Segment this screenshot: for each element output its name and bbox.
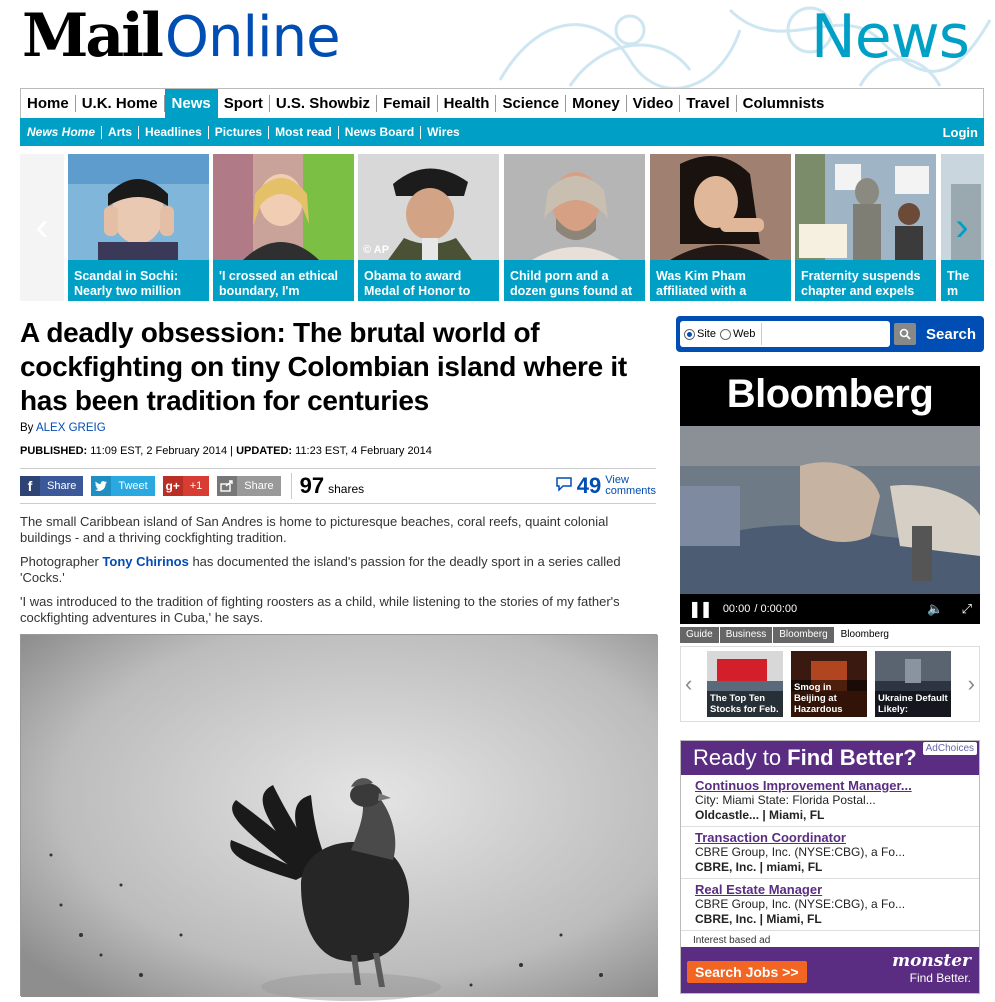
facebook-share-button[interactable] [20,476,83,496]
pause-icon[interactable]: ❚❚ [688,601,711,618]
subnav-news-board[interactable]: News Board [339,126,421,139]
job-description: CBRE Group, Inc. (NYSE:CBG), a Fo... [695,845,906,859]
video-player[interactable] [680,366,980,624]
article-main-image[interactable] [20,634,657,996]
login-link[interactable]: Login [942,124,978,140]
facebook-share-label: Share [47,480,77,492]
subnav-wires[interactable]: Wires [427,124,460,139]
radio-site-icon [684,329,695,340]
photo-credit: © AP [363,244,390,256]
interest-based-label: Interest based ad [693,935,771,946]
job-location: Oldcastle... | Miami, FL [695,808,825,822]
job-title[interactable]: Transaction Coordinator [695,830,846,845]
video-frame [680,426,980,594]
adchoices-link[interactable]: AdChoices [923,742,977,755]
comment-bubble-icon [555,477,573,496]
view-comments-link[interactable] [555,473,656,499]
tile-caption: Scandal in Sochi: Nearly two million [74,269,181,298]
nav-health[interactable]: Health [438,95,497,112]
video-controls [680,594,980,624]
related-video[interactable] [875,651,951,717]
fullscreen-icon[interactable]: ⤢ [961,601,972,616]
published-date: 11:09 EST, 2 February 2014 [90,445,228,457]
facebook-icon: f [20,476,40,496]
article-paragraph: 'I was introduced to the tradition of fighting roosters as a child, while listening to the stories of my father's cockfighting adventures in Cuba,' he says. [20,594,620,625]
p2-text-before: Photographer [20,554,103,569]
tile-photo [504,154,645,260]
twitter-share-label: Tweet [118,480,148,492]
article-paragraph: The small Caribbean island of San Andres is home to picturesque beaches, coral reefs, quaint colonial buildings - and a thriving cockfighting tradition. [20,514,609,545]
share-icon [217,476,237,496]
related-caption: Ukraine Default Likely: [875,691,951,717]
carousel-tile[interactable] [650,154,791,301]
nav-news[interactable]: News [165,89,218,118]
related-video[interactable] [791,651,867,717]
search-scope-site[interactable] [684,328,716,340]
nav-home[interactable]: Home [21,95,76,112]
video-duration: / 0:00:00 [754,603,798,615]
carousel-tile[interactable] [68,154,209,301]
subnav-most-read[interactable]: Most read [269,126,339,139]
ad-headline [693,744,917,772]
tile-caption: Child porn and a dozen guns found at [510,269,633,298]
nav-us-showbiz[interactable]: U.S. Showbiz [270,95,377,112]
share-count-number: 97 [299,473,325,498]
tile-photo [650,154,791,260]
updated-label: UPDATED: [236,445,293,457]
related-videos [680,646,980,722]
job-location: CBRE, Inc. | Miami, FL [695,912,822,926]
subnav-news-home[interactable]: News Home [20,126,102,139]
video-brand: Bloomberg [726,372,934,416]
carousel-prev-button[interactable] [20,154,64,301]
nav-sport[interactable]: Sport [218,95,270,112]
tile-caption: The m jogge [947,269,981,313]
video-current-time: 00:00 [722,603,751,615]
crumb-current: Bloomberg [835,627,895,643]
nav-video[interactable]: Video [627,95,681,112]
related-caption: Smog in Beijing at Hazardous [791,680,867,717]
tile-caption: 'I crossed an ethical boundary, I'm [219,269,338,298]
job-title[interactable]: Real Estate Manager [695,882,823,897]
site-logo[interactable] [22,1,340,71]
subnav-arts[interactable]: Arts [102,126,139,139]
article-dates: PUBLISHED: 11:09 EST, 2 February 2014 | UPDATED: 11:23 EST, 4 February 2014 [20,445,432,457]
job-ad [680,740,980,994]
share-count-label: shares [328,482,365,496]
monster-tagline: Find Better. [909,971,971,985]
ad-headline-2: Find Better? [787,745,917,770]
chevron-left-icon: ‹ [35,205,49,249]
article-paragraph [20,554,640,586]
gplus-button[interactable] [163,476,210,496]
logo-mail: Mail [22,1,161,71]
search-scope-site-label: Site [697,328,716,340]
nav-uk-home[interactable]: U.K. Home [76,95,165,112]
section-title: News [810,2,969,72]
share-count [291,473,365,499]
photographer-link[interactable]: Tony Chirinos [102,554,189,569]
comments-label [605,475,656,497]
search-jobs-button[interactable]: Search Jobs >> [687,961,807,983]
search-icon[interactable] [894,323,916,345]
subnav-headlines[interactable]: Headlines [139,126,209,139]
monster-logo[interactable] [892,953,971,987]
ad-headline-1: Ready to [693,745,788,770]
job-listing[interactable] [681,775,979,827]
related-prev-icon[interactable]: ‹ [685,671,693,696]
published-label: PUBLISHED: [20,445,88,457]
job-description: CBRE Group, Inc. (NYSE:CBG), a Fo... [695,897,906,911]
tile-caption: Was Kim Pham affiliated with a [656,269,747,298]
volume-icon[interactable]: 🔈 [927,601,944,616]
related-next-icon[interactable]: › [967,671,975,696]
job-listing[interactable] [681,827,979,879]
crumb-bloomberg[interactable]: Bloomberg [773,627,833,643]
crumb-guide[interactable]: Guide [680,627,719,643]
sub-nav [20,118,984,146]
carousel-next-button[interactable] [940,154,984,301]
generic-share-button[interactable] [217,476,280,496]
carousel-tile[interactable] [358,154,499,301]
twitter-share-button[interactable] [91,476,154,496]
carousel-tile[interactable] [504,154,645,301]
byline [20,422,106,434]
nav-femail[interactable]: Femail [377,95,438,112]
carousel-tile[interactable] [213,154,354,301]
nav-money[interactable]: Money [566,95,627,112]
nav-travel[interactable]: Travel [680,95,736,112]
comments-count: 49 [576,473,602,498]
rooster-photo [21,635,658,997]
updated-date: 11:23 EST, 4 February 2014 [295,445,432,457]
news-carousel [20,154,984,313]
site-search [676,316,984,352]
logo-online: Online [164,5,340,70]
search-scope-web-label: Web [732,328,756,340]
chevron-right-icon: › [955,205,969,249]
tile-photo [68,154,209,260]
crumb-business[interactable]: Business [720,627,773,643]
nav-science[interactable]: Science [496,95,566,112]
search-button[interactable]: Search [926,325,977,343]
search-box [680,321,890,347]
tile-caption: Fraternity suspends chapter and expels [801,269,921,298]
related-video[interactable] [707,651,783,717]
carousel-tile[interactable] [795,154,936,301]
search-input[interactable] [761,323,890,345]
generic-share-label: Share [244,480,274,492]
search-scope-web[interactable] [720,328,755,340]
article-headline: A deadly obsession: The brutal world of cockfighting on tiny Colombian island where it has been tradition for centuries [20,317,627,416]
job-listing[interactable] [681,879,979,931]
radio-web-icon [720,329,731,340]
tile-photo [795,154,936,260]
gplus-label: +1 [189,480,203,492]
comments-label-line1: View [605,474,629,486]
p2-text-after: has documented the island's passion for the deadly sport in a series called 'Cocks.' [20,554,621,585]
tile-photo [213,154,354,260]
share-bar [20,468,656,504]
main-nav [20,88,984,118]
video-breadcrumb [680,626,980,644]
related-caption: The Top Ten Stocks for Feb. [707,691,783,717]
job-title[interactable]: Continuos Improvement Manager... [695,778,912,793]
ad-footer [681,947,979,993]
twitter-icon [91,476,111,496]
monster-brand: monster [892,951,971,971]
job-description: City: Miami State: Florida Postal... [695,793,876,807]
ad-header [681,741,979,775]
comments-label-line2: comments [605,485,656,497]
byline-prefix: By [20,422,34,434]
nav-columnists[interactable]: Columnists [742,94,825,112]
subnav-pictures[interactable]: Pictures [209,126,269,139]
masthead [0,0,995,86]
author-link[interactable]: ALEX GREIG [35,422,106,434]
tile-caption: Obama to award Medal of Honor to [364,269,471,298]
job-location: CBRE, Inc. | miami, FL [695,860,823,874]
gplus-icon: g+ [163,476,183,496]
